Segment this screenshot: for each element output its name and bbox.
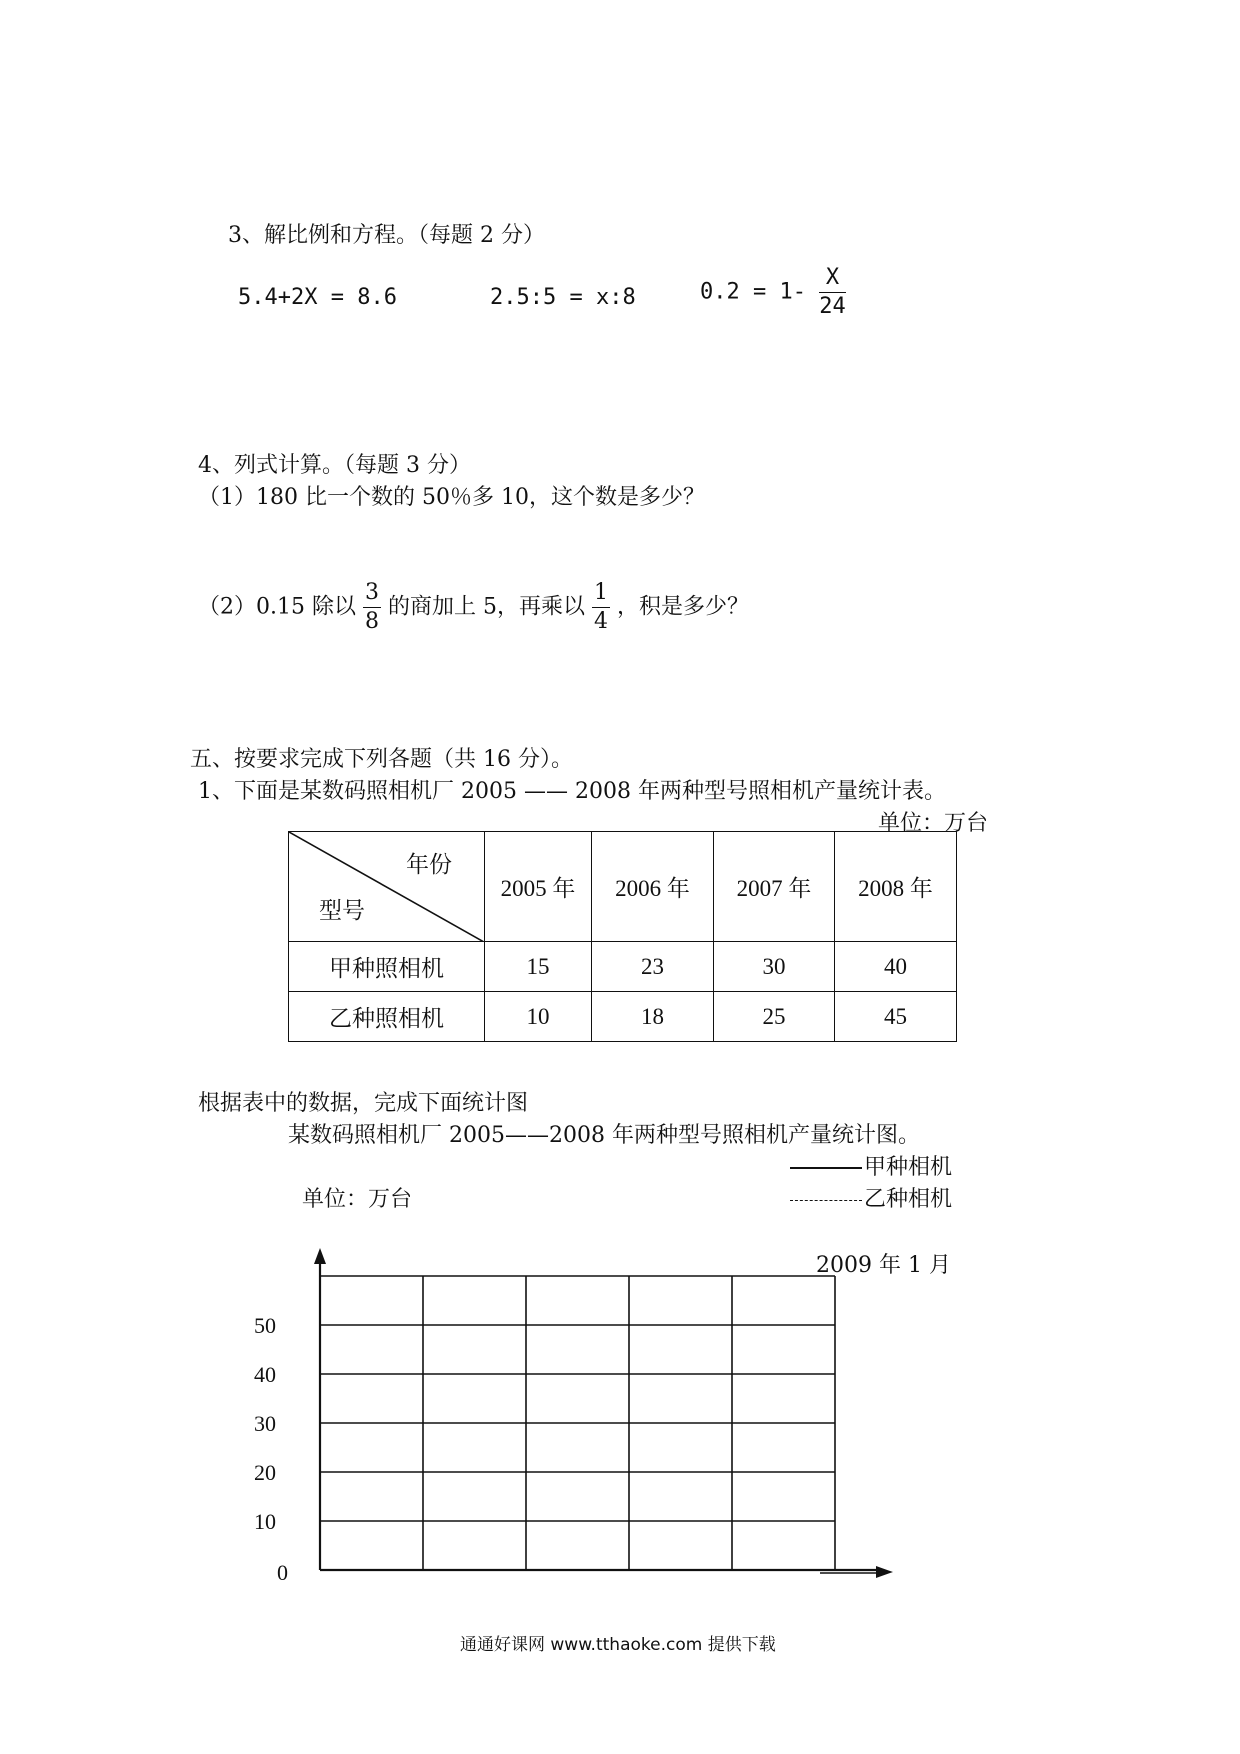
year-header: 2005 年 <box>485 832 592 942</box>
table-cell: 23 <box>592 942 714 992</box>
y-axis-arrow-icon <box>314 1248 326 1264</box>
q4-heading: 4、列式计算。（每题 3 分） <box>198 453 471 478</box>
table-cell: 30 <box>714 942 835 992</box>
table-cell: 15 <box>485 942 592 992</box>
q3-heading: 3、解比例和方程。（每题 2 分） <box>228 223 545 248</box>
q4-p2-text-a: （2）0.15 除以 <box>198 594 356 620</box>
table-cell: 10 <box>485 992 592 1042</box>
equation-3-denominator: 24 <box>819 294 846 319</box>
fraction-denominator: 8 <box>364 609 379 634</box>
chart-date: 2009 年 1 月 <box>816 1253 951 1278</box>
equation-2: 2.5:5 = x:8 <box>490 285 636 310</box>
row-label: 乙种照相机 <box>289 992 485 1042</box>
table-cell: 25 <box>714 992 835 1042</box>
equation-3-numerator: X <box>819 267 846 293</box>
fraction-numerator: 1 <box>592 582 610 608</box>
year-header: 2007 年 <box>714 832 835 942</box>
table-cell: 45 <box>835 992 957 1042</box>
row-label: 甲种照相机 <box>289 942 485 992</box>
year-header: 2008 年 <box>835 832 957 942</box>
y-tick-label: 0 <box>277 1560 288 1585</box>
legend-label-a: 甲种相机 <box>864 1155 953 1180</box>
table-unit: 单位：万台 <box>878 811 989 836</box>
y-tick-label: 20 <box>254 1460 276 1485</box>
q4-p2-text-b: 的商加上 5，再乘以 <box>387 594 585 620</box>
chart-unit: 单位：万台 <box>302 1187 413 1212</box>
q4-problem-1: （1）180 比一个数的 50％多 10，这个数是多少？ <box>198 485 705 510</box>
fraction-numerator: 3 <box>363 582 381 608</box>
equation-3-prefix: 0.2 = 1- <box>700 279 806 305</box>
section5-heading: 五、按要求完成下列各题（共 16 分）。 <box>190 747 573 772</box>
corner-label-model: 型号 <box>319 898 365 923</box>
year-header: 2006 年 <box>592 832 714 942</box>
q4-p2-text-c: ，积是多少？ <box>616 594 749 620</box>
table-cell: 40 <box>835 942 957 992</box>
corner-label-year: 年份 <box>406 852 452 877</box>
table-cell: 18 <box>592 992 714 1042</box>
y-tick-label: 40 <box>254 1362 276 1387</box>
y-tick-label: 10 <box>254 1509 276 1534</box>
fraction-denominator: 4 <box>593 609 608 634</box>
section5-item1: 1、下面是某数码照相机厂 2005 —— 2008 年两种型号照相机产量统计表。 <box>198 779 946 804</box>
y-tick-label: 50 <box>254 1313 276 1338</box>
legend-label-b: 乙种相机 <box>864 1187 953 1212</box>
chart-instruction: 根据表中的数据，完成下面统计图 <box>198 1091 529 1116</box>
chart-title: 某数码照相机厂 2005——2008 年两种型号照相机产量统计图。 <box>288 1123 920 1148</box>
equation-1: 5.4+2X = 8.6 <box>238 285 397 310</box>
y-tick-label: 30 <box>254 1411 276 1436</box>
footer-credit: 通通好课网 www.tthaoke.com 提供下载 <box>460 1635 776 1655</box>
x-axis-arrow-icon <box>876 1566 893 1578</box>
